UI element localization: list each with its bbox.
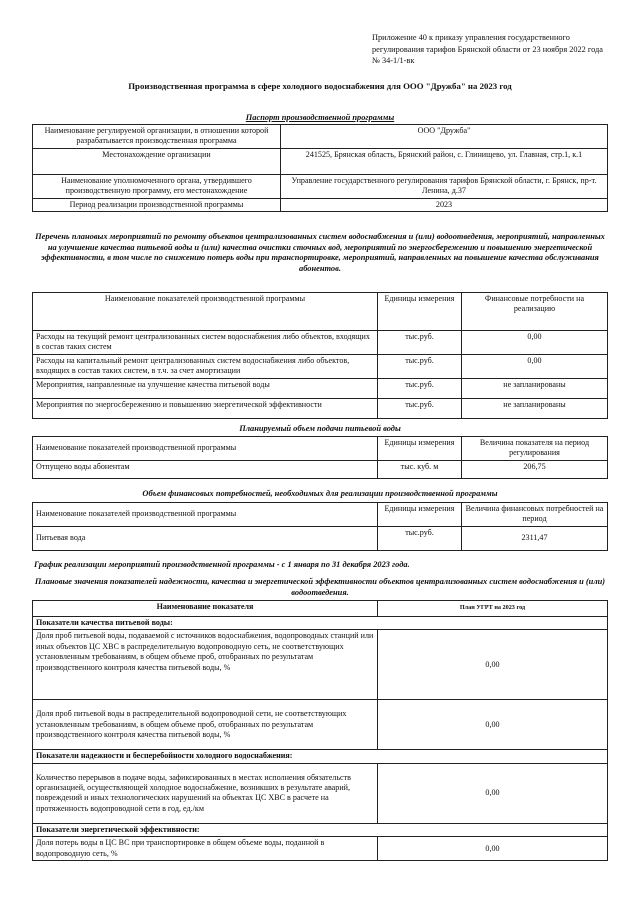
column-header: Единицы измерения	[378, 503, 462, 527]
section-title: Показатели энергетической эффективности:	[33, 823, 608, 836]
cell: 2311,47	[462, 527, 608, 551]
section-row	[33, 750, 608, 763]
cell: тыс.руб.	[378, 331, 462, 355]
column-header: Наименование показателя	[33, 601, 378, 617]
passport-value: ООО "Дружба"	[281, 125, 608, 149]
table-row	[33, 630, 608, 700]
cell: тыс.руб.	[378, 398, 462, 418]
cell: 0,00	[378, 700, 608, 750]
column-header: Наименование показателей производственной программы	[33, 503, 378, 527]
table-row	[33, 198, 608, 211]
passport-heading: Паспорт производственной программы	[245, 113, 395, 122]
cell: 206,75	[462, 461, 608, 479]
passport-label: Местонахождение организации	[33, 148, 281, 174]
passport-label: Период реализации производственной программы	[33, 198, 281, 211]
cell: Доля проб питьевой воды, подаваемой с источников водоснабжения, водопроводных станций или иных объектов ЦС ХВС в распределительную водопроводную сеть, не соответствующих установленным требованиям, в общем объеме проб, отобранных по результатам производственного контроля качества питьевой воды, %	[33, 630, 378, 700]
table-row	[33, 461, 608, 479]
measures-table	[32, 292, 608, 419]
volume-heading: Планируемый объем подачи питьевой воды	[239, 424, 401, 433]
table-row	[33, 148, 608, 174]
table-row	[33, 503, 608, 527]
cell: Расходы на капитальный ремонт централизованных систем водоснабжения либо объектов, входящих в состав таких систем, в т.ч. за счет амортизации	[33, 354, 378, 378]
section-title: Показатели качества питьевой воды:	[33, 617, 608, 630]
cell: не запланированы	[462, 398, 608, 418]
finance-table	[32, 502, 608, 551]
passport-label: Наименование уполномоченного органа, утвердившего производственную программу, его местонахождение	[33, 174, 281, 198]
cell: 0,00	[378, 630, 608, 700]
reliability-table	[32, 600, 608, 861]
cell: тыс.руб.	[378, 527, 462, 551]
volume-table	[32, 436, 608, 479]
cell: 0,00	[378, 763, 608, 823]
cell: не запланированы	[462, 378, 608, 398]
cell: 0,00	[462, 331, 608, 355]
cell: Отпущено воды абонентам	[33, 461, 378, 479]
table-row	[33, 354, 608, 378]
column-header: Наименование показателей производственной программы	[33, 437, 378, 461]
table-row	[33, 763, 608, 823]
section-row	[33, 617, 608, 630]
table-row	[33, 293, 608, 331]
column-header: Величина показателя на период регулирования	[462, 437, 608, 461]
measures-heading: Перечень плановых мероприятий по ремонту объектов централизованных систем водоснабжения и (или) водоотведения, мероприятий, направленных на улучшение качества питьевой воды и (или) качества очистки сточных вод, мероприятий по энергосбережению и повышению энергетической эффективности, в том числе по снижению потерь воды при транспортировке, мероприятий, направленных на повышение качества обслуживания абонентов.	[35, 232, 605, 273]
cell: тыс. куб. м	[378, 461, 462, 479]
table-row	[33, 837, 608, 861]
cell: Доля потерь воды в ЦС ВС при транспортировке в общем объеме воды, поданной в водопроводную сеть, %	[33, 837, 378, 861]
table-row	[33, 125, 608, 149]
cell: Расходы на текущий ремонт централизованных систем водоснабжения либо объектов, входящих в состав таких систем	[33, 331, 378, 355]
cell: Количество перерывов в подаче воды, зафиксированных в местах исполнения обязательств организацией, осуществляющей холодное водоснабжение, возникших в результате аварий, повреждений и иных технологических нарушений на объектах ЦС ХВС в расчете на протяженность водопроводной сети в год, ед./км	[33, 763, 378, 823]
column-header: План УГРТ на 2023 год	[378, 601, 608, 617]
section-title: Показатели надежности и бесперебойности холодного водоснабжения:	[33, 750, 608, 763]
passport-value: 2023	[281, 198, 608, 211]
table-row	[33, 527, 608, 551]
column-header: Единицы измерения	[378, 437, 462, 461]
table-row	[33, 437, 608, 461]
column-header: Единицы измерения	[378, 293, 462, 331]
column-header: Наименование показателей производственной программы	[33, 293, 378, 331]
cell: тыс.руб.	[378, 354, 462, 378]
passport-table	[32, 124, 608, 212]
cell: тыс.руб.	[378, 378, 462, 398]
cell: Мероприятия по энергосбережению и повышению энергетической эффективности	[33, 398, 378, 418]
table-row	[33, 398, 608, 418]
finance-heading: Объем финансовых потребностей, необходимых для реализации производственной программы	[142, 489, 498, 498]
column-header: Величина финансовых потребностей на период	[462, 503, 608, 527]
column-header: Финансовые потребности на реализацию	[462, 293, 608, 331]
cell: 0,00	[462, 354, 608, 378]
passport-label: Наименование регулируемой организации, в отношении которой разрабатывается производственная программа	[33, 125, 281, 149]
document-title: Производственная программа в сфере холодного водоснабжения для ООО "Дружба" на 2023 год	[128, 81, 512, 91]
approval-note: Приложение 40 к приказу управления государственного регулирования тарифов Брянской области от 23 ноября 2022 года № 34-1/1-вк	[372, 33, 603, 65]
table-row	[33, 601, 608, 617]
table-row	[33, 700, 608, 750]
cell: Мероприятия, направленные на улучшение качества питьевой воды	[33, 378, 378, 398]
table-row	[33, 331, 608, 355]
reliability-heading: Плановые значения показателей надежности, качества и энергетической эффективности объектов централизованных систем водоснабжения и (или) водоотведения.	[34, 577, 606, 597]
table-row	[33, 174, 608, 198]
cell: Питьевая вода	[33, 527, 378, 551]
cell: 0,00	[378, 837, 608, 861]
table-row	[33, 378, 608, 398]
cell: Доля проб питьевой воды в распределительной водопроводной сети, не соответствующих установленным требованиям, в общем объеме проб, отобранных по результатам производственного контроля качества питьевой воды, %	[33, 700, 378, 750]
passport-value: 241525, Брянская область, Брянский район, с. Глинищево, ул. Главная, стр.1, к.1	[281, 148, 608, 174]
section-row	[33, 823, 608, 836]
schedule-text: График реализации мероприятий производственной программы - с 1 января по 31 декабря 2023 года.	[34, 560, 410, 569]
passport-value: Управление государственного регулирования тарифов Брянской области, г. Брянск, пр-т. Ленина, д.37	[281, 174, 608, 198]
